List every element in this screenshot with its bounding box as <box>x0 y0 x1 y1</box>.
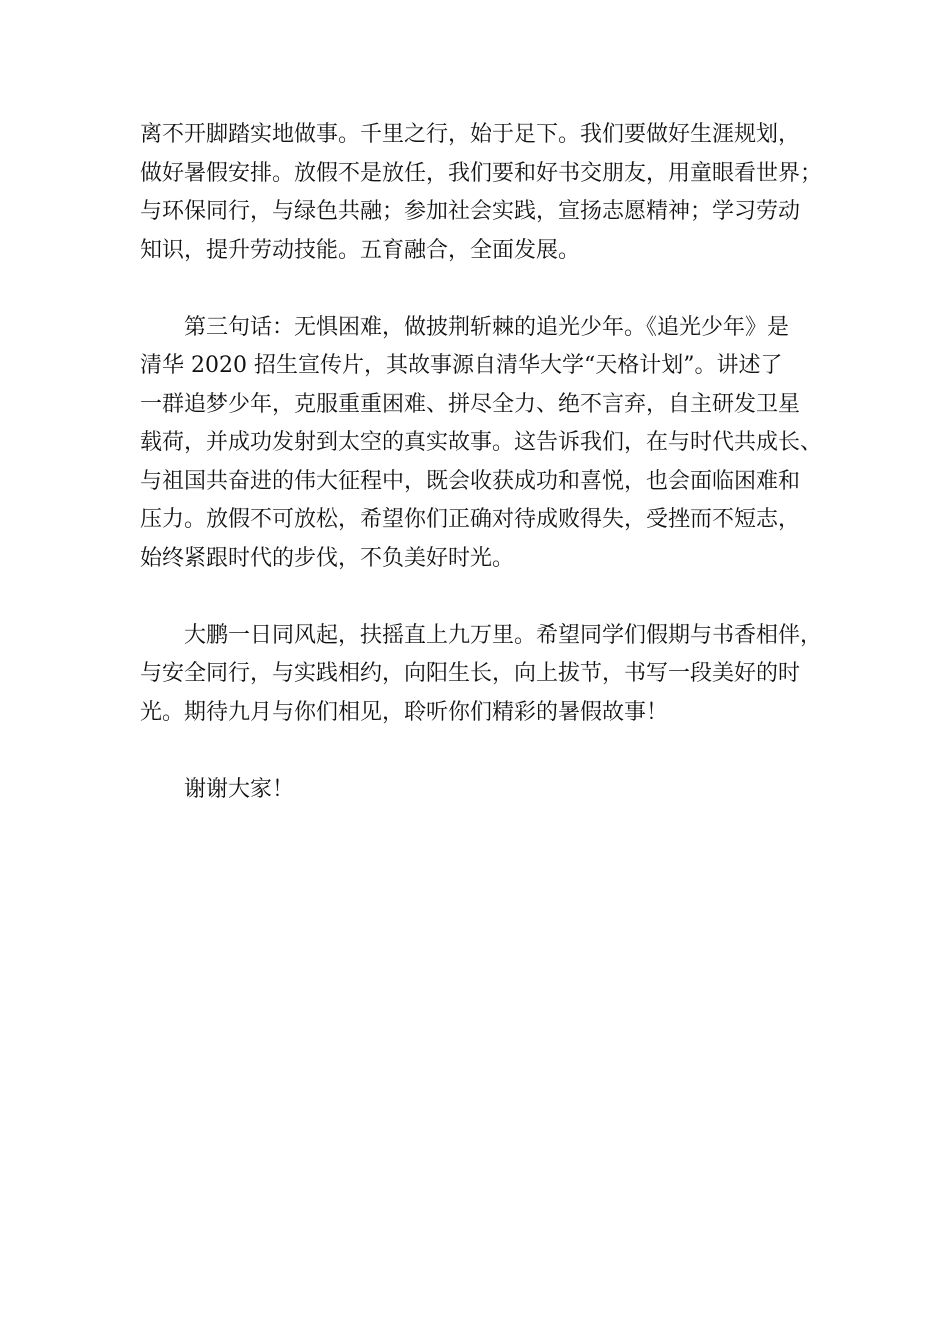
paragraph-line: 与安全同行，与实践相约，向阳生长，向上拔节，书写一段美好的时 <box>140 661 801 686</box>
paragraph-spacer <box>140 270 820 309</box>
closing-paragraph <box>140 771 820 810</box>
paragraph-3 <box>140 617 823 733</box>
document-body <box>140 116 823 809</box>
paragraph-line: 载荷，并成功发射到太空的真实故事。这告诉我们，在与时代共成长、 <box>140 430 823 455</box>
paragraph-line: 清华 2020 招生宣传片，其故事源自清华大学“天格计划”。讲述了 <box>140 353 783 378</box>
paragraph-line: 与祖国共奋进的伟大征程中，既会收获成功和喜悦，也会面临困难和 <box>140 468 801 494</box>
paragraph-line: 与环保同行，与绿色共融；参加社会实践，宣扬志愿精神；学习劳动 <box>140 199 801 224</box>
paragraph-line: 做好暑假安排。放假不是放任，我们要和好书交朋友，用童眼看世界； <box>140 160 823 186</box>
paragraph-line: 始终紧跟时代的步伐，不负美好时光。 <box>140 545 515 571</box>
closing-line: 谢谢大家！ <box>184 776 295 802</box>
paragraph-line: 离不开脚踏实地做事。千里之行，始于足下。我们要做好生涯规划， <box>140 122 801 147</box>
paragraph-line: 压力。放假不可放松，希望你们正确对待成败得失，受挫而不短志， <box>140 507 801 532</box>
paragraph-spacer <box>140 578 820 617</box>
paragraph-2 <box>140 309 823 579</box>
paragraph-line: 一群追梦少年，克服重重困难、拼尽全力、绝不言弃，自主研发卫星 <box>140 391 801 417</box>
paragraph-line: 大鹏一日同风起，扶摇直上九万里。希望同学们假期与书香相伴， <box>184 622 823 648</box>
paragraph-1 <box>140 116 823 270</box>
paragraph-line: 知识，提升劳动技能。五育融合，全面发展。 <box>140 237 581 263</box>
paragraph-line: 第三句话：无惧困难，做披荆斩棘的追光少年。《追光少年》是 <box>184 314 790 340</box>
paragraph-spacer <box>140 732 820 771</box>
paragraph-line: 光。期待九月与你们相见，聆听你们精彩的暑假故事！ <box>140 699 669 725</box>
